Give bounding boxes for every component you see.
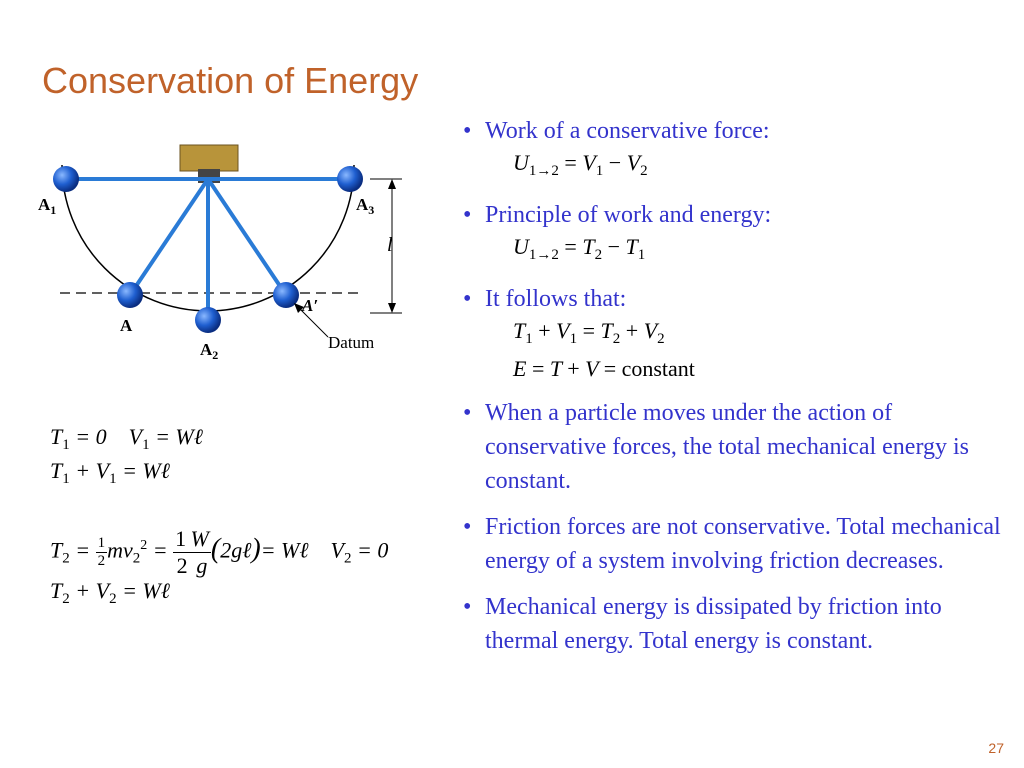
rod-a xyxy=(130,179,208,295)
bullet-item: • When a particle moves under the action of conservative forces, the total mechanical energy is constant. xyxy=(463,400,970,494)
label-a: A xyxy=(120,316,133,335)
bullet-item: • Mechanical energy is dissipated by friction into thermal energy. Total energy is constant. xyxy=(463,594,942,654)
bullet-item: • Principle of work and energy: $U_{1\to 2} = T_2 - T_1$ xyxy=(455,198,1015,270)
label-datum: Datum xyxy=(328,333,375,352)
label-a2: $A_2$ xyxy=(200,340,219,362)
rod-a-prime xyxy=(208,179,286,295)
equation: $T_2$ = $\frac{1}{2}$ $mv_2^2$ = $\frac{1 W}{2 g}$ (2gℓ)= Wℓ $V_2 = 0$ xyxy=(50,525,389,578)
ball-a3 xyxy=(337,166,363,192)
slide-title: Conservation of Energy xyxy=(42,60,419,101)
bullet-item: • Friction forces are not conservative. Total mechanical energy of a system involving friction decreases. xyxy=(463,514,1001,574)
equation: $T_1 + V_1 = T_2 + V_2$ xyxy=(513,318,665,347)
label-l: l xyxy=(387,234,393,256)
equation: $T_1 = 0$ $V_1$ = Wℓ xyxy=(50,424,203,453)
equation: $T_2 + V_2$ = Wℓ xyxy=(50,578,170,607)
pendulum-figure xyxy=(30,135,420,375)
label-a3: $A_3$ xyxy=(356,195,375,217)
equation: $U_{1\to 2} = V_1 - V_2$ xyxy=(513,150,648,179)
page-number: 27 xyxy=(988,740,1004,756)
ball-a xyxy=(117,282,143,308)
bullet-item: • It follows that: $T_1 + V_1 = T_2 + V_2$ E = T + V = constant xyxy=(455,282,1015,384)
ball-a2 xyxy=(195,307,221,333)
equation: E = T + V = constant xyxy=(513,356,695,381)
equation: $U_{1\to 2} = T_2 - T_1$ xyxy=(513,234,646,263)
label-a-prime: A′ xyxy=(302,296,319,315)
support-block xyxy=(180,145,238,171)
equation: $T_1 + V_1$ = Wℓ xyxy=(50,458,170,487)
bullet-list xyxy=(455,114,1015,670)
left-equations xyxy=(50,420,388,608)
label-a1: $A_1$ xyxy=(38,195,57,217)
ball-a1 xyxy=(53,166,79,192)
bullet-item: • Work of a conservative force: $U_{1\to 2} = V_1 - V_2$ xyxy=(455,114,1015,186)
